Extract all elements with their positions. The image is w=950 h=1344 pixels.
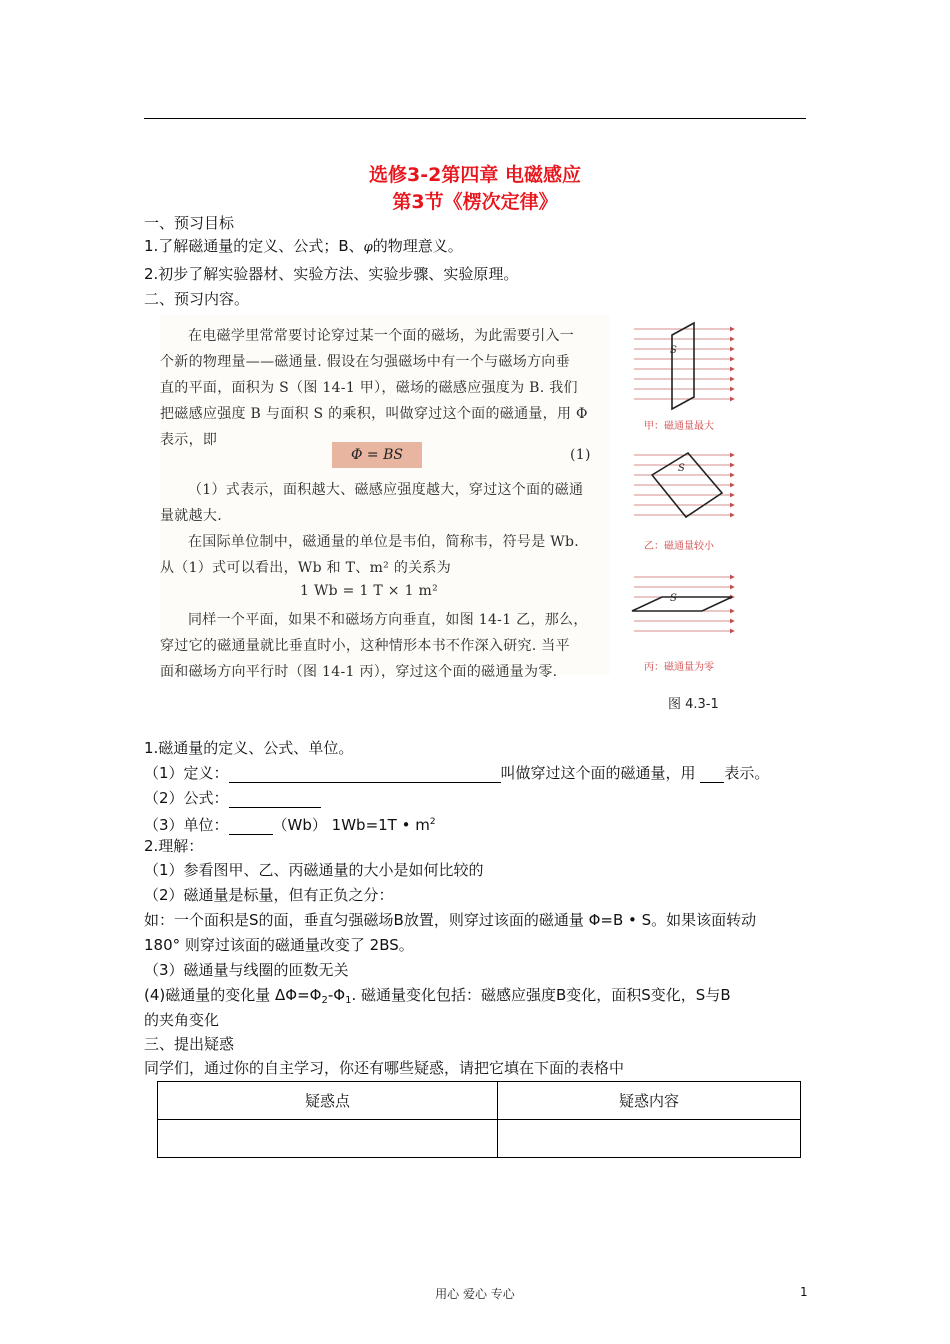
formula-number: (1) [570, 447, 591, 463]
section-3-intro: 同学们，通过你的自主学习，你还有哪些疑惑，请把它填在下面的表格中 [144, 1059, 625, 1077]
excerpt-line: 直的平面，面积为 S（图 14-1 甲），磁场的磁感应强度为 B. 我们 [160, 380, 578, 396]
question-2e-line1 [144, 985, 731, 1011]
q2e-part-a: (4)磁通量的变化量 ΔΦ=Φ [144, 986, 322, 1004]
question-1b [144, 788, 321, 808]
doc-title: 选修3-2第四章 电磁感应 [369, 164, 581, 186]
formula-blank[interactable] [229, 791, 321, 808]
excerpt-line: 从（1）式可以看出，Wb 和 T、m² 的关系为 [160, 560, 452, 576]
section-heading-1: 一、预习目标 [144, 214, 235, 232]
goal-1 [144, 236, 463, 258]
definition-blank[interactable] [229, 766, 501, 783]
question-2b: （2）磁通量是标量，但有正负之分： [144, 886, 394, 904]
question-2a: （1）参看图甲、乙、丙磁通量的大小是如何比较的 [144, 861, 484, 879]
figure-label: 图 4.3-1 [668, 697, 719, 712]
s-label: S [670, 345, 677, 356]
q1c-prefix: （3）单位： [144, 816, 229, 834]
excerpt-line: 量就越大. [160, 508, 222, 524]
table-cell-point[interactable] [158, 1120, 498, 1158]
table-header-point: 疑惑点 [158, 1082, 498, 1120]
question-1: 1.磁通量的定义、公式、单位。 [144, 739, 354, 757]
excerpt-line: （1）式表示，面积越大、磁感应强度越大，穿过这个面的磁通 [188, 482, 584, 498]
excerpt-line: 在电磁学里常常要讨论穿过某一个面的磁场，为此需要引入一 [188, 328, 575, 344]
table-header-content: 疑惑内容 [498, 1082, 801, 1120]
question-2c-line2: 180° 则穿过该面的磁通量改变了 2BS。 [144, 936, 414, 954]
caption-yi: 乙：磁通量较小 [644, 541, 714, 552]
footer-text: 用心 爱心 专心 [435, 1287, 515, 1301]
q2e-part-c: . 磁通量变化包括：磁感应强度B变化，面积S变化，S与B [351, 986, 731, 1004]
q2e-sub-1: 1 [345, 995, 352, 1006]
question-1c [144, 812, 436, 835]
s-label: S [670, 593, 677, 604]
q1a-middle: 叫做穿过这个面的磁通量，用 [500, 764, 701, 782]
table-header-row [158, 1082, 801, 1120]
excerpt-line: 个新的物理量——磁通量. 假设在匀强磁场中有一个与磁场方向垂 [160, 354, 570, 370]
section-heading-3: 三、提出疑惑 [144, 1035, 235, 1053]
excerpt-line: 同样一个平面，如果不和磁场方向垂直，如图 14-1 乙，那么， [188, 612, 588, 628]
symbol-blank[interactable] [700, 766, 724, 783]
flux-figures [630, 315, 740, 685]
q1a-end: 表示。 [724, 764, 770, 782]
formula-box: Φ = BS [332, 442, 422, 468]
caption-jia: 甲：磁通量最大 [644, 421, 714, 432]
goal-2: 2.初步了解实验器材、实验方法、实验步骤、实验原理。 [144, 265, 519, 283]
goal-1-end: 的物理意义。 [372, 237, 463, 255]
s-label: S [678, 463, 685, 474]
question-2: 2.理解： [144, 837, 204, 855]
excerpt-line: 表示，即 [160, 432, 218, 448]
questions-table [157, 1081, 801, 1158]
excerpt-line: 在国际单位制中，磁通量的单位是韦伯，简称韦，符号是 Wb. [188, 534, 579, 550]
table-row [158, 1120, 801, 1158]
goal-1-text: 1.了解磁通量的定义、公式；B、 [144, 237, 364, 255]
excerpt-line: 把磁感应强度 B 与面积 S 的乘积，叫做穿过这个面的磁通量，用 Φ [160, 406, 588, 422]
caption-bing: 丙：磁通量为零 [644, 662, 714, 673]
excerpt-line: 穿过它的磁通量就比垂直时小，这种情形本书不作深入研究. 当平 [160, 638, 570, 654]
page-number: 1 [800, 1285, 808, 1299]
excerpt-line: 面和磁场方向平行时（图 14-1 丙），穿过这个面的磁通量为零. [160, 664, 558, 680]
q1a-prefix: （1）定义： [144, 764, 229, 782]
question-1a [144, 763, 769, 783]
section-heading-2: 二、预习内容。 [144, 290, 250, 308]
doc-subtitle: 第3节《楞次定律》 [392, 191, 558, 213]
phi-symbol: φ [363, 240, 373, 255]
flux-diagram [630, 315, 740, 685]
q2e-sub-2: 2 [321, 995, 328, 1006]
q1c-superscript: 2 [429, 817, 436, 827]
question-2c-line1: 如：一个面积是S的面，垂直匀强磁场B放置，则穿过该面的磁通量 Φ=B • S。如果该面转动 [144, 911, 757, 929]
header-rule [144, 118, 806, 119]
question-2e-line2: 的夹角变化 [144, 1011, 220, 1029]
q1b-prefix: （2）公式： [144, 789, 229, 807]
excerpt-line: 1 Wb = 1 T × 1 m² [300, 583, 439, 599]
question-2d: （3）磁通量与线圈的匝数无关 [144, 961, 349, 979]
q1c-middle: （Wb） 1Wb=1T • m [272, 816, 430, 834]
q2e-part-b: -Φ [327, 986, 346, 1004]
table-cell-content[interactable] [498, 1120, 801, 1158]
unit-blank[interactable] [229, 818, 273, 835]
textbook-excerpt [160, 315, 610, 680]
